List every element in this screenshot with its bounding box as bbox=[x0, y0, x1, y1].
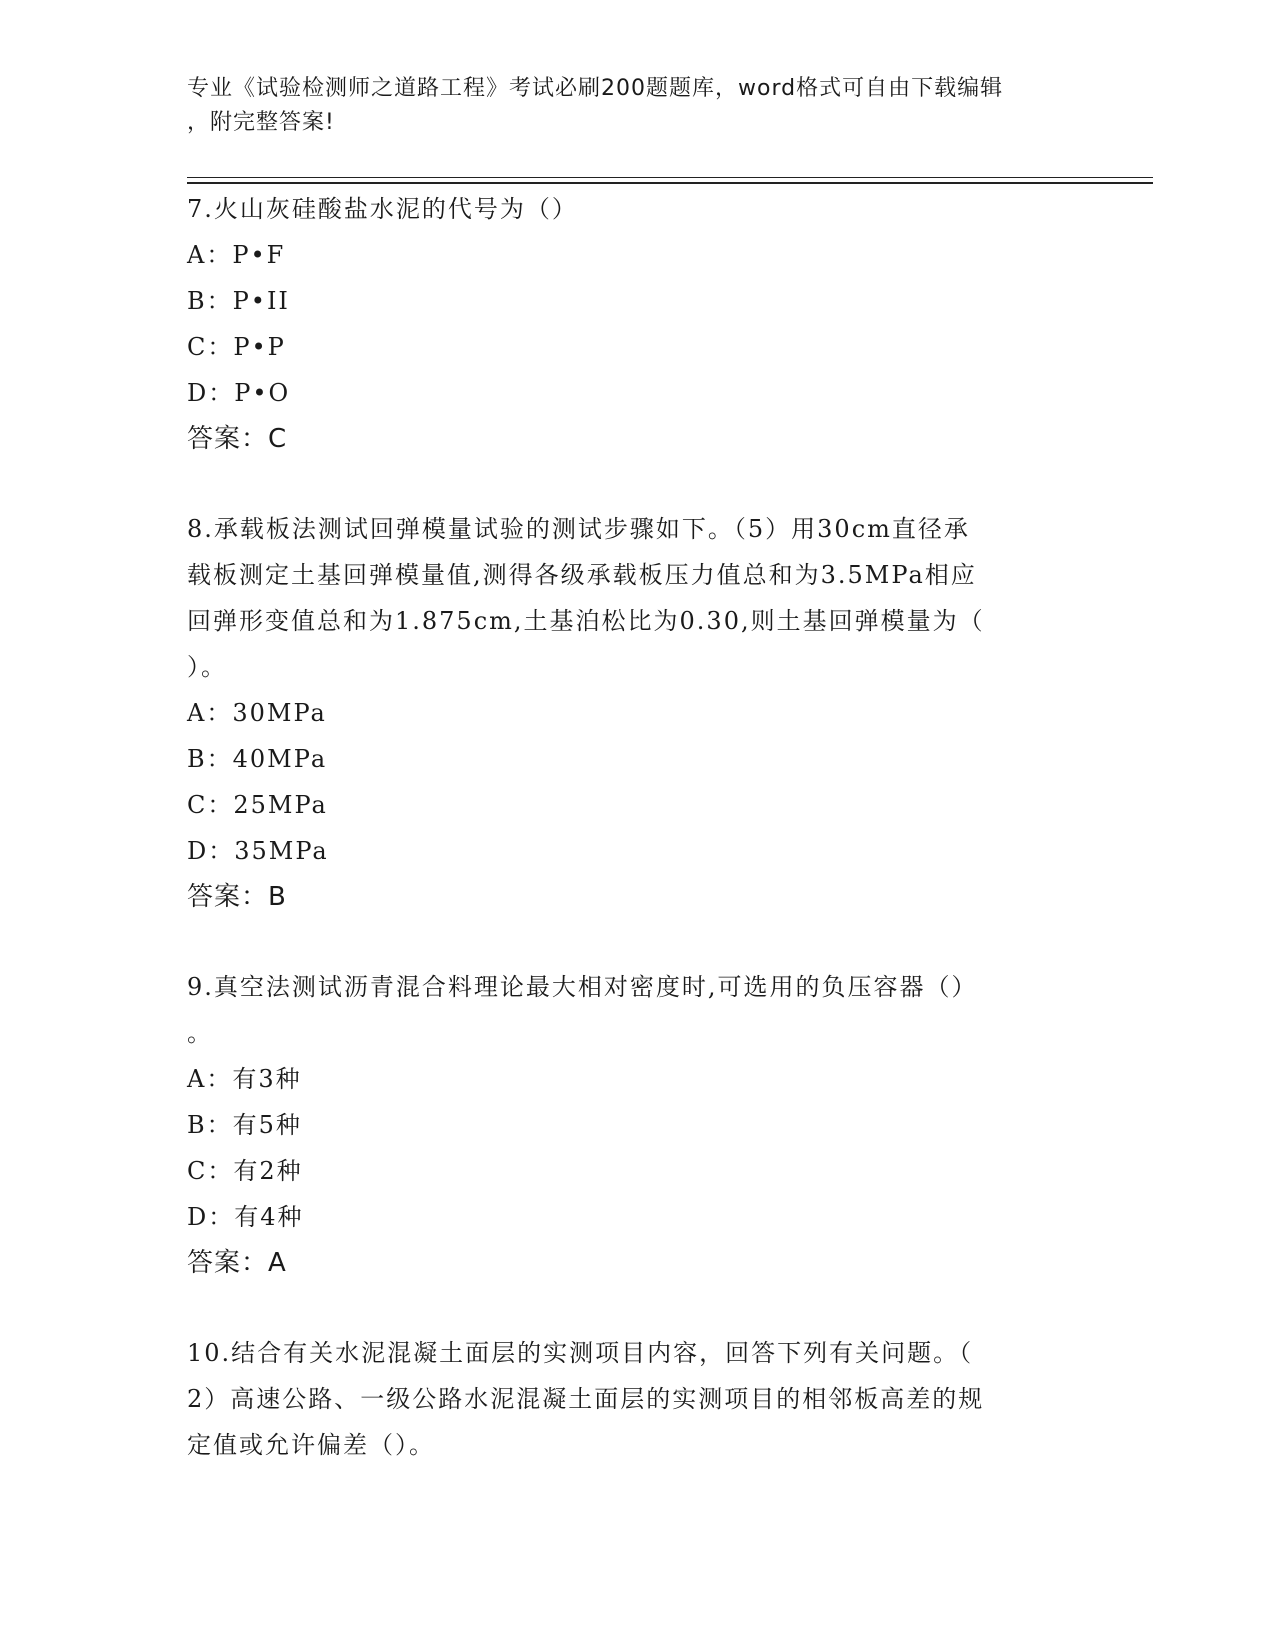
header-line-2: ，附完整答案! bbox=[187, 110, 335, 135]
option-b: B：有5种 bbox=[187, 1111, 302, 1139]
option-b: B：P•II bbox=[187, 287, 290, 315]
option-a: A：30MPa bbox=[187, 699, 327, 727]
header-divider-top bbox=[187, 177, 1153, 178]
document-header bbox=[187, 72, 1067, 140]
question-list bbox=[187, 186, 1087, 1512]
answer-line: 答案：A bbox=[187, 1248, 287, 1278]
question-stem: 。 bbox=[187, 1019, 213, 1047]
question-item bbox=[187, 506, 1087, 920]
question-stem: ）。 bbox=[187, 653, 227, 681]
answer-line: 答案：C bbox=[187, 424, 288, 454]
question-item bbox=[187, 186, 1087, 462]
option-b: B：40MPa bbox=[187, 745, 328, 773]
question-stem: 定值或允许偏差（）。 bbox=[187, 1431, 435, 1459]
header-line-1: 专业《试验检测师之道路工程》考试必刷200题题库，word格式可自由下载编辑 bbox=[187, 76, 1004, 101]
question-stem: 9.真空法测试沥青混合料理论最大相对密度时,可选用的负压容器（） bbox=[187, 973, 978, 1001]
header-divider-bottom bbox=[187, 182, 1153, 184]
question-item bbox=[187, 1330, 1087, 1468]
option-a: A：P•F bbox=[187, 241, 286, 269]
option-d: D：有4种 bbox=[187, 1203, 304, 1231]
question-stem: 10.结合有关水泥混凝土面层的实测项目内容，回答下列有关问题。（ bbox=[187, 1339, 974, 1367]
option-d: D：35MPa bbox=[187, 837, 329, 865]
question-item bbox=[187, 964, 1087, 1286]
option-c: C：有2种 bbox=[187, 1157, 303, 1185]
question-stem: 载板测定土基回弹模量值,测得各级承载板压力值总和为3.5MPa相应 bbox=[187, 561, 977, 589]
option-c: C：P•P bbox=[187, 333, 286, 361]
answer-line: 答案：B bbox=[187, 882, 287, 912]
question-stem: 7.火山灰硅酸盐水泥的代号为（） bbox=[187, 195, 578, 223]
option-c: C：25MPa bbox=[187, 791, 328, 819]
question-stem: 8.承载板法测试回弹模量试验的测试步骤如下。（5）用30cm直径承 bbox=[187, 515, 970, 543]
question-stem: 回弹形变值总和为1.875cm,土基泊松比为0.30,则土基回弹模量为（ bbox=[187, 607, 985, 635]
option-a: A：有3种 bbox=[187, 1065, 302, 1093]
option-d: D：P•O bbox=[187, 379, 291, 407]
question-stem: 2）高速公路、一级公路水泥混凝土面层的实测项目的相邻板高差的规 bbox=[187, 1385, 985, 1413]
